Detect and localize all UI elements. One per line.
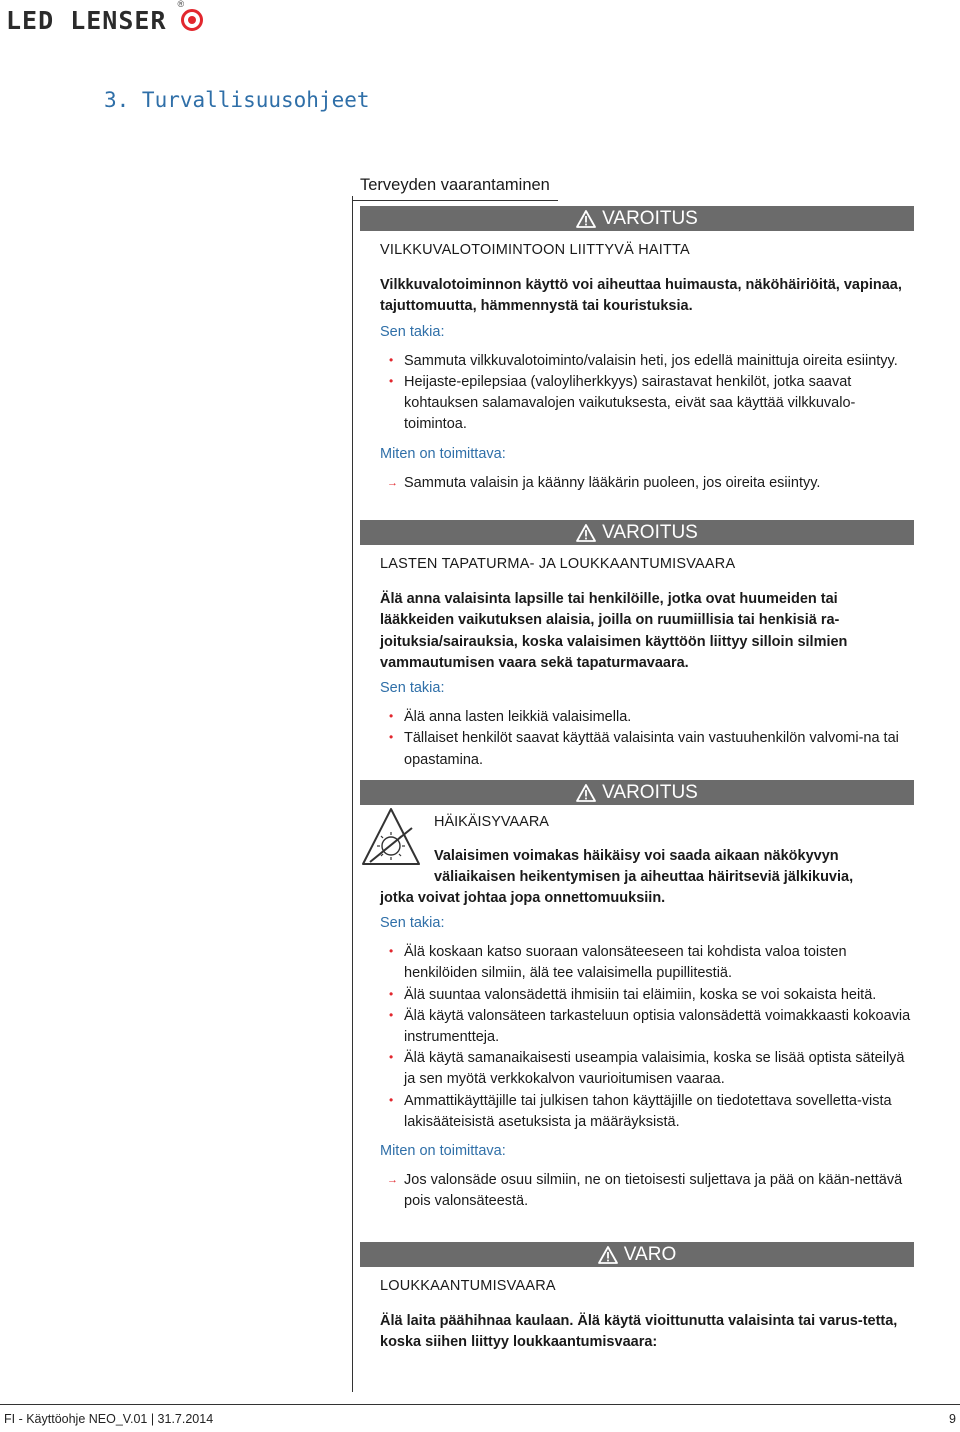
list-item: • Ammattikäyttäjille tai julkisen tahon käyttäjille on tiedotettava sovelletta-vista lakisääteisistä asetuksista ja määräyksistä. (380, 1091, 912, 1133)
warning-heading: HÄIKÄISYVAARA (434, 814, 549, 830)
reason-label: Sen takia: (380, 915, 445, 931)
warning-bar-label: VAROITUS (602, 207, 698, 229)
bold-line: väliaikaisen heikentymisen ja aiheuttaa häiritseviä jälkikuvia, (434, 869, 854, 886)
action-label: Miten on toimittava: (380, 1143, 506, 1160)
bold-line: jotka voivat johtaa jopa onnettomuuksiin. (380, 890, 666, 907)
vertical-divider (352, 196, 353, 1392)
registered-mark: ® (177, 0, 185, 9)
brand-logo (6, 0, 203, 36)
bullet-list (380, 351, 912, 436)
warning-bar-label: VAROITUS (602, 521, 698, 543)
warning-bold-text: Vilkkuvalotoiminnon käyttö voi aiheuttaa huimausta, näköhäiriöitä, vapinaa, tajuttomuutta, hämmennystä tai kouristuksia. (380, 277, 902, 315)
warning-block-3 (380, 913, 912, 1213)
warning-heading: VILKKUVALOTOIMINTOON LIITTYVÄ HAITTA (380, 242, 690, 258)
list-item: • Älä käytä valonsäteen tarkasteluun optisia valonsädettä voimakkaasti kokoavia instrumentteja. (380, 1006, 912, 1048)
warning-triangle-icon (576, 210, 596, 228)
action-list (380, 1170, 912, 1212)
list-item: • Älä anna lasten leikkiä valaisimella. (380, 707, 912, 728)
warning-bar-3 (360, 780, 914, 805)
bullet-list (380, 707, 912, 771)
page-number: 9 (949, 1412, 956, 1426)
warning-bar-label: VAROITUS (602, 781, 698, 803)
section-title: Terveyden vaarantaminen (360, 176, 550, 194)
warning-block-2 (380, 554, 912, 779)
reason-label: Sen takia: (380, 680, 445, 697)
warning-heading: LASTEN TAPATURMA- JA LOUKKAANTUMISVAARA (380, 556, 736, 572)
logo-ring-icon (181, 9, 203, 31)
caution-bar-label: VARO (623, 1243, 677, 1265)
chapter-title: 3. Turvallisuusohjeet (104, 88, 370, 112)
warning-triangle-icon (576, 524, 596, 542)
action-item: → Jos valonsäde osuu silmiin, ne on tietoisesti suljettava ja pää on kään-nettävä pois valonsäteestä. (380, 1170, 912, 1212)
warning-bar-1 (360, 206, 914, 231)
caution-block (380, 1276, 912, 1354)
caution-bar (360, 1242, 914, 1267)
list-item: • Älä käytä samanaikaisesti useampia valaisimia, koska se lisää optista säteilyä ja sen myötä verkkokalvon vaurioitumisen vaaraa. (380, 1048, 912, 1090)
action-list (380, 473, 912, 494)
action-label: Miten on toimittava: (380, 445, 506, 462)
warning-bold-text (380, 846, 914, 910)
caution-bold-text: Älä laita päähihnaa kaulaan. Älä käytä vioittunutta valaisinta tai varus-tetta, koska siihen liittyy loukkaantumisvaara: (380, 1313, 898, 1351)
logo-text: LED LENSER (6, 5, 167, 35)
warning-triangle-icon (598, 1246, 618, 1264)
footer-divider (0, 1404, 960, 1405)
warning-bold-text: Älä anna valaisinta lapsille tai henkilöille, jotka ovat huumeiden tai lääkkeiden vaikutuksen alaisia, joilla on ruumiillisia tai henkisiä ra-joituksia/sairauksia, koska valaisimen käyttöön liittyy silloin silmien vammautumisen vaara sekä tapaturmavaara. (380, 591, 848, 671)
warning-triangle-icon (576, 784, 596, 802)
bold-line: Valaisimen voimakas häikäisy voi saada aikaan näkökyvyn (434, 848, 839, 864)
warning-block-1 (380, 240, 912, 494)
warning-bar-2 (360, 520, 914, 545)
list-item: • Heijaste-epilepsiaa (valoyliherkkyys) sairastavat henkilöt, jotka saavat kohtauksen salamavalojen vaikutuksesta, eivät saa käyttää vilkkuvalo-toimintoa. (380, 372, 912, 436)
list-item: • Älä koskaan katso suoraan valonsäteeseen tai kohdista valoa toisten henkilöiden silmiin, älä tee valaisimella pupillitestiä. (380, 942, 912, 984)
caution-heading: LOUKKAANTUMISVAARA (380, 1278, 556, 1294)
bullet-list (380, 942, 912, 1133)
logo-mark (177, 0, 203, 33)
list-item: • Tällaiset henkilöt saavat käyttää valaisinta vain vastuuhenkilön valvomi-na tai opastamina. (380, 728, 912, 770)
list-item: • Älä suuntaa valonsädettä ihmisiin tai eläimiin, koska se voi sokaista heitä. (380, 985, 912, 1006)
footer-document-info: FI - Käyttöohje NEO_V.01 | 31.7.2014 (4, 1412, 214, 1426)
list-item: • Sammuta vilkkuvalotoiminto/valaisin heti, jos edellä mainittuja oireita esiintyy. (380, 351, 912, 372)
action-item: → Sammuta valaisin ja käänny lääkärin puoleen, jos oireita esiintyy. (380, 473, 912, 494)
reason-label: Sen takia: (380, 323, 445, 340)
